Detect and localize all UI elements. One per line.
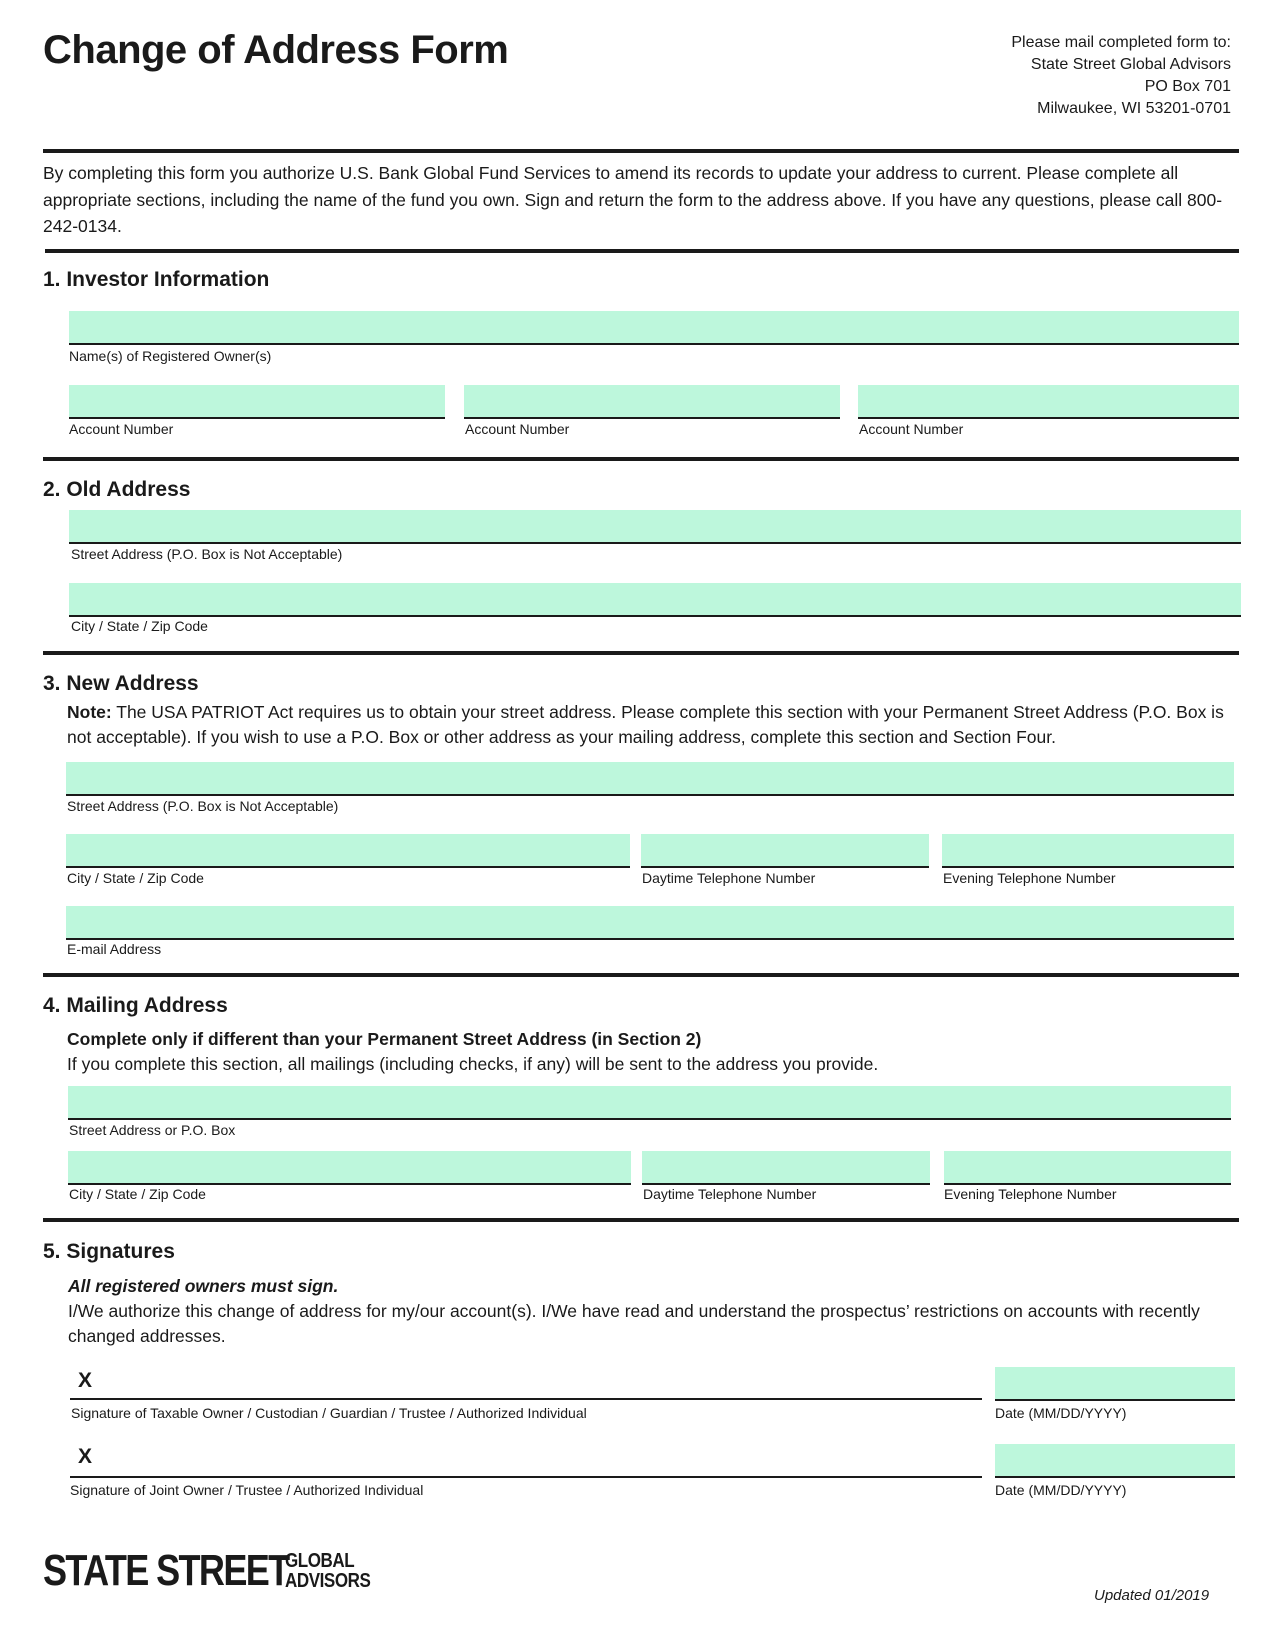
updated-date: Updated 01/2019 xyxy=(1094,1587,1210,1604)
note-text: The USA PATRIOT Act requires us to obtain your street address. Please complete this section with your Permanent Street Address (P.O. Box is not acceptable). If you wish to use a P.O. Box or other address as your mailing address, complete this section and Section Four. xyxy=(67,702,1224,747)
date-label-1: Date (MM/DD/YYYY) xyxy=(995,1405,1127,1421)
date-field-1[interactable] xyxy=(995,1367,1235,1401)
state-street-logo xyxy=(43,1546,371,1596)
signature-x-mark-2: X xyxy=(78,1445,93,1468)
registered-owners-label: Name(s) of Registered Owner(s) xyxy=(69,348,272,364)
mailing-address-block xyxy=(811,32,1231,120)
intro-paragraph: By completing this form you authorize U.S. Bank Global Fund Services to amend its records to update your address to current. Please complete all appropriate sections, including the name of the fund you own. Sign and return the form to the address above. If you have any questions, please call 800-242-0134. xyxy=(43,163,1223,236)
logo-subtext-line: ADVISORS xyxy=(285,1570,371,1592)
divider xyxy=(43,651,1239,655)
old-city-state-zip-field[interactable] xyxy=(69,583,1241,617)
account-number-label-3: Account Number xyxy=(859,421,964,437)
section-5-title: 5. Signatures xyxy=(43,1240,175,1263)
mail-to-line: Please mail completed form to: xyxy=(1011,34,1231,51)
divider xyxy=(43,149,1239,153)
mail-to-line: PO Box 701 xyxy=(1144,78,1231,95)
page-title: Change of Address Form xyxy=(43,28,509,72)
section-5-subtitle: All registered owners must sign. xyxy=(68,1276,339,1296)
email-address-label: E-mail Address xyxy=(67,941,162,957)
old-city-state-zip-label: City / State / Zip Code xyxy=(71,618,208,634)
signature-x-mark-1: X xyxy=(78,1369,93,1392)
date-label-2: Date (MM/DD/YYYY) xyxy=(995,1482,1127,1498)
account-number-field-2[interactable] xyxy=(464,385,840,419)
registered-owners-field[interactable] xyxy=(69,311,1239,345)
mailing-street-field[interactable] xyxy=(68,1086,1231,1120)
section-2-title: 2. Old Address xyxy=(43,478,191,501)
mailing-city-state-zip-label: City / State / Zip Code xyxy=(69,1186,206,1202)
divider xyxy=(45,249,1239,253)
mail-to-line: State Street Global Advisors xyxy=(1030,56,1231,73)
patriot-act-note xyxy=(67,700,1239,749)
account-number-label-1: Account Number xyxy=(69,421,174,437)
new-evening-phone-label: Evening Telephone Number xyxy=(943,870,1116,886)
divider xyxy=(43,457,1239,461)
mailing-city-state-zip-field[interactable] xyxy=(68,1151,631,1185)
signature-line-1[interactable] xyxy=(70,1398,982,1400)
new-daytime-phone-field[interactable] xyxy=(641,834,929,868)
new-street-address-field[interactable] xyxy=(66,762,1234,796)
section-4-subtitle: Complete only if different than your Permanent Street Address (in Section 2) xyxy=(67,1029,702,1049)
account-number-field-1[interactable] xyxy=(69,385,445,419)
mail-to-line: Milwaukee, WI 53201-0701 xyxy=(1037,100,1231,117)
signature-label-2: Signature of Joint Owner / Trustee / Authorized Individual xyxy=(70,1482,424,1498)
mailing-evening-phone-label: Evening Telephone Number xyxy=(944,1186,1117,1202)
account-number-field-3[interactable] xyxy=(858,385,1239,419)
new-city-state-zip-label: City / State / Zip Code xyxy=(67,870,204,886)
mailing-evening-phone-field[interactable] xyxy=(944,1151,1231,1185)
section-5-text: I/We authorize this change of address for my/our account(s). I/We have read and understand the prospectus’ restrictions on accounts with recently changed addresses. xyxy=(68,1301,1200,1346)
logo-subtext-line: GLOBAL xyxy=(285,1550,355,1572)
note-label: Note: xyxy=(67,702,112,722)
date-field-2[interactable] xyxy=(995,1444,1235,1478)
logo-wordmark: STATE STREET xyxy=(43,1546,289,1595)
old-street-address-label: Street Address (P.O. Box is Not Acceptable) xyxy=(71,546,343,562)
mailing-daytime-phone-field[interactable] xyxy=(642,1151,930,1185)
mailing-daytime-phone-label: Daytime Telephone Number xyxy=(643,1186,817,1202)
old-street-address-field[interactable] xyxy=(69,510,1241,544)
signature-line-2[interactable] xyxy=(70,1476,982,1478)
signature-label-1: Signature of Taxable Owner / Custodian / Guardian / Trustee / Authorized Individual xyxy=(71,1405,587,1421)
new-evening-phone-field[interactable] xyxy=(942,834,1234,868)
account-number-label-2: Account Number xyxy=(465,421,570,437)
section-1-title: 1. Investor Information xyxy=(43,268,270,291)
divider xyxy=(43,1218,1239,1222)
section-4-text: If you complete this section, all mailings (including checks, if any) will be sent to the address you provide. xyxy=(67,1054,879,1074)
new-daytime-phone-label: Daytime Telephone Number xyxy=(642,870,816,886)
email-address-field[interactable] xyxy=(66,906,1234,940)
section-4-title: 4. Mailing Address xyxy=(43,994,228,1017)
divider xyxy=(43,973,1239,977)
mailing-street-label: Street Address or P.O. Box xyxy=(69,1122,236,1138)
section-3-title: 3. New Address xyxy=(43,672,199,695)
new-city-state-zip-field[interactable] xyxy=(66,834,630,868)
logo-subtext xyxy=(285,1551,370,1591)
new-street-address-label: Street Address (P.O. Box is Not Acceptable) xyxy=(67,798,339,814)
